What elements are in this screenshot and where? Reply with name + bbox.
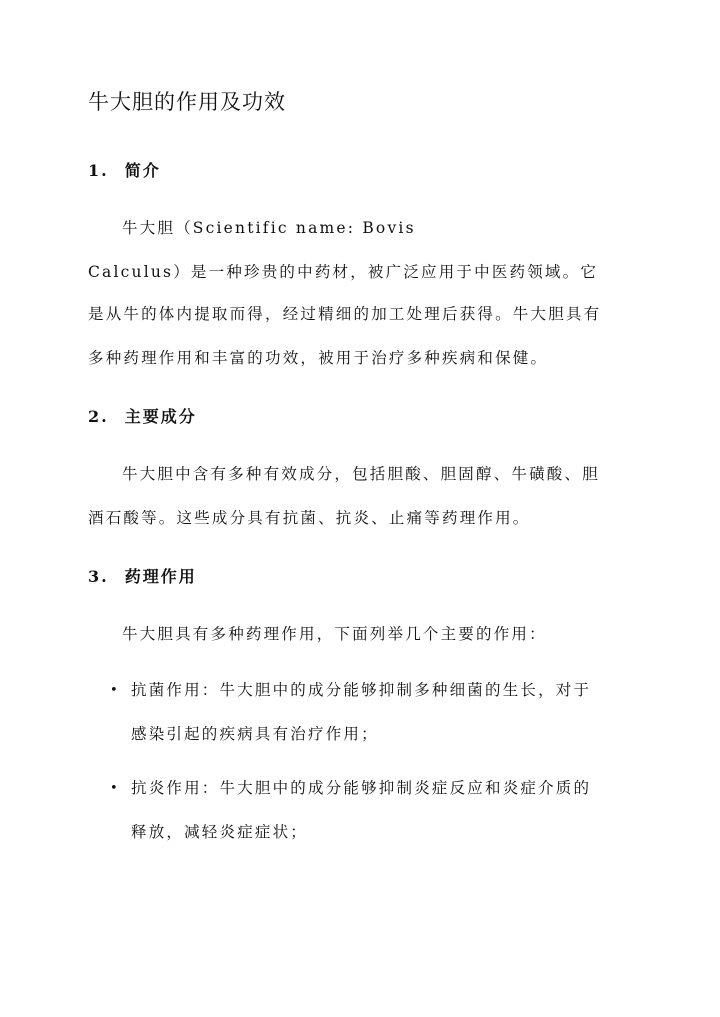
section-number: 2.	[88, 407, 109, 426]
bullet-marker: •	[110, 781, 118, 796]
section-title: 主要成分	[124, 407, 197, 426]
paragraph-line: 酒石酸等。这些成分具有抗菌、抗炎、止痛等药理作用。	[88, 509, 531, 527]
section-title: 药理作用	[124, 567, 197, 586]
document-title: 牛大胆的作用及功效	[88, 90, 286, 114]
section-number: 3.	[88, 567, 109, 586]
paragraph-line: 牛大胆中含有多种有效成分，包括胆酸、胆固醇、牛磺酸、胆	[122, 465, 600, 483]
section-number: 1.	[88, 161, 109, 180]
section-heading-intro	[88, 158, 161, 181]
list-item-line: 抗炎作用：牛大胆中的成分能够抑制炎症反应和炎症介质的	[131, 779, 592, 797]
paragraph-line: Calculus）是一种珍贵的中药材，被广泛应用于中医药领域。它	[88, 263, 599, 281]
section-heading-pharmacology	[88, 564, 197, 587]
paragraph-line: 牛大胆具有多种药理作用，下面列举几个主要的作用：	[122, 625, 547, 643]
paragraph-line: 是从牛的体内提取而得，经过精细的加工处理后获得。牛大胆具有	[88, 305, 602, 323]
list-item-line: 抗菌作用：牛大胆中的成分能够抑制多种细菌的生长，对于	[131, 681, 592, 699]
paragraph-line: 牛大胆（Scientific name: Bovis	[122, 219, 416, 237]
section-title: 简介	[124, 161, 161, 180]
paragraph-line: 多种药理作用和丰富的功效，被用于治疗多种疾病和保健。	[88, 349, 549, 367]
bullet-marker: •	[110, 683, 118, 698]
section-heading-components	[88, 404, 197, 427]
list-item-line: 释放，减轻炎症症状；	[131, 823, 309, 841]
list-item-line: 感染引起的疾病具有治疗作用；	[131, 725, 379, 743]
